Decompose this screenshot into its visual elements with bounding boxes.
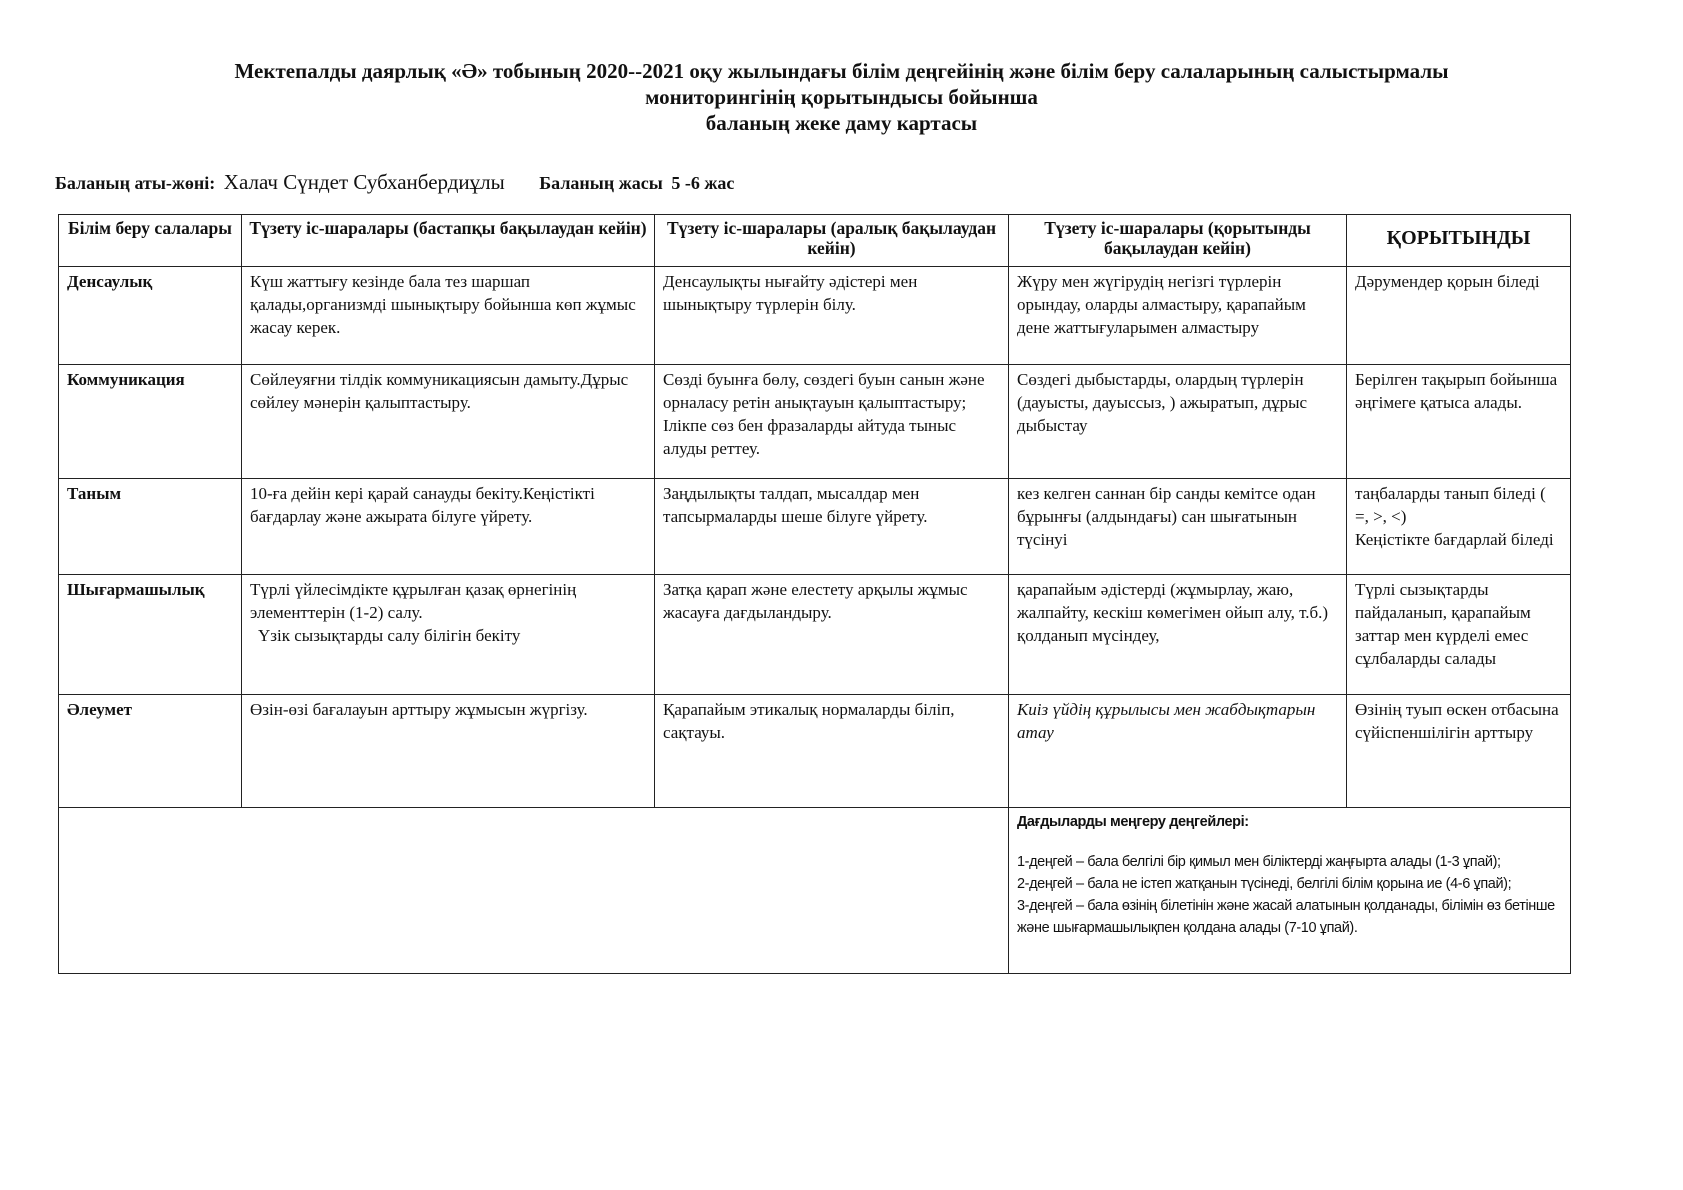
table-row [59, 479, 1571, 575]
skill-levels-title: Дағдыларды меңгеру деңгейлері: [1017, 814, 1249, 830]
title-line-3: баланың жеке даму картасы [705, 111, 978, 135]
result-cell [1347, 479, 1571, 575]
child-age-label: Баланың жасы [539, 173, 663, 193]
header-intermediate: Түзету іс-шаралары (аралық бақылаудан кейін) [655, 215, 1009, 267]
header-final: Түзету іс-шаралары (қорытынды бақылаудан кейін) [1009, 215, 1347, 267]
initial-cell: Сөйлеуяғни тілдік коммуникациясын дамыту.Дұрыс сөйлеу мәнерін қалыптастыру. [242, 365, 655, 479]
child-age: 5 -6 жас [671, 173, 735, 193]
final-cell: кез келген саннан бір санды кемітсе одан бұрынғы (алдындағы) сан шығатынын түсінуі [1009, 479, 1347, 575]
intermediate-text-2: Ілікпе сөз бен фразаларды айтуда тыныс алуды реттеу. [663, 416, 957, 458]
header-initial: Түзету іс-шаралары (бастапқы бақылаудан кейін) [242, 215, 655, 267]
result-cell: Берілген тақырып бойынша әңгімеге қатыса алады. [1347, 365, 1571, 479]
intermediate-cell [655, 365, 1009, 479]
table-header-row [59, 215, 1571, 267]
table-row [59, 365, 1571, 479]
title-line-2: мониторингінің қорытындысы бойынша [645, 85, 1038, 109]
result-cell: Өзінің туып өскен отбасына сүйіспеншілігін арттыру [1347, 695, 1571, 808]
skill-level-2: 2-деңгей – бала не істеп жатқанын түсінеді, белгілі білім қорына ие (4-6 ұпай); [1017, 876, 1512, 892]
table-row [59, 575, 1571, 695]
header-result: ҚОРЫТЫНДЫ [1347, 215, 1571, 267]
development-card-table [58, 214, 1571, 974]
skill-level-3: 3-деңгей – бала өзінің білетінін және жасай алатынын қолданады, білімін өз бетінше және шығармашылықпен қолдана алады (7-10 ұпай). [1017, 898, 1555, 936]
final-cell: Жүру мен жүгірудің негізгі түрлерін орындау, оларды алмастыру, қарапайым дене жаттығуларымен алмастыру [1009, 267, 1347, 365]
result-cell: Дәрумендер қорын біледі [1347, 267, 1571, 365]
result-cell: Түрлі сызықтарды пайдаланып, қарапайым заттар мен күрделі емес сұлбаларды салады [1347, 575, 1571, 695]
area-cell: Денсаулық [59, 267, 242, 365]
final-cell: Сөздегі дыбыстарды, олардың түрлерін (дауысты, дауыссыз, ) ажыратып, дұрыс дыбыстау [1009, 365, 1347, 479]
skill-level-1: 1-деңгей – бала белгілі бір қимыл мен біліктерді жаңғырта алады (1-3 ұпай); [1017, 854, 1501, 870]
result-text-2: Кеңістікте бағдарлай біледі [1355, 530, 1554, 549]
intermediate-cell: Затқа қарап және елестету арқылы жұмыс жасауға дағдыландыру. [655, 575, 1009, 695]
title-line-1: Мектепалды даярлық «Ә» тобының 2020--2021 оқу жылындағы білім деңгейінің және білім беру салаларының салыстырмалы [234, 59, 1449, 83]
area-cell: Әлеумет [59, 695, 242, 808]
area-cell: Таным [59, 479, 242, 575]
area-cell: Коммуникация [59, 365, 242, 479]
area-cell: Шығармашылық [59, 575, 242, 695]
initial-cell: Өзін-өзі бағалауын арттыру жұмысын жүргізу. [242, 695, 655, 808]
intermediate-cell: Қарапайым этикалық нормаларды біліп, сақтауы. [655, 695, 1009, 808]
child-name-label: Баланың аты-жөні: [55, 173, 216, 193]
skill-levels [1009, 808, 1571, 974]
intermediate-cell: Денсаулықты нығайту әдістері мен шынықтыру түрлерін білу. [655, 267, 1009, 365]
final-cell: қарапайым әдістерді (жұмырлау, жаю, жалпайту, кескіш көмегімен ойып алу, т.б.) қолданып мүсіндеу, [1009, 575, 1347, 695]
initial-text: Түрлі үйлесімдікте құрылған қазақ өрнегінің элементтерін (1-2) салу. [250, 580, 577, 622]
initial-cell: 10-ға дейін кері қарай санауды бекіту.Кеңістікті бағдарлау және ажырата білуге үйрету. [242, 479, 655, 575]
initial-cell [242, 575, 655, 695]
final-cell: Киіз үйдің құрылысы мен жабдықтарын атау [1009, 695, 1347, 808]
header-areas: Білім беру салалары [59, 215, 242, 267]
intermediate-cell: Заңдылықты талдап, мысалдар мен тапсырмаларды шеше білуге үйрету. [655, 479, 1009, 575]
child-info [55, 170, 734, 195]
table-row [59, 695, 1571, 808]
result-text: таңбаларды танып біледі ( =, >, <) [1355, 484, 1546, 526]
intermediate-text: Сөзді буынға бөлу, сөздегі буын санын және орналасу ретін анықтауын қалыптастыру; [663, 370, 985, 412]
blank-area [59, 808, 1009, 974]
child-name: Халач Сүндет Субханбердиұлы [223, 170, 505, 194]
table-row [59, 267, 1571, 365]
document-title [0, 58, 1683, 136]
initial-text-2: Үзік сызықтарды салу білігін бекіту [258, 626, 521, 645]
legend-row [59, 808, 1571, 974]
initial-cell: Күш жаттығу кезінде бала тез шаршап қалады,организмді шынықтыру бойынша көп жұмыс жасау керек. [242, 267, 655, 365]
